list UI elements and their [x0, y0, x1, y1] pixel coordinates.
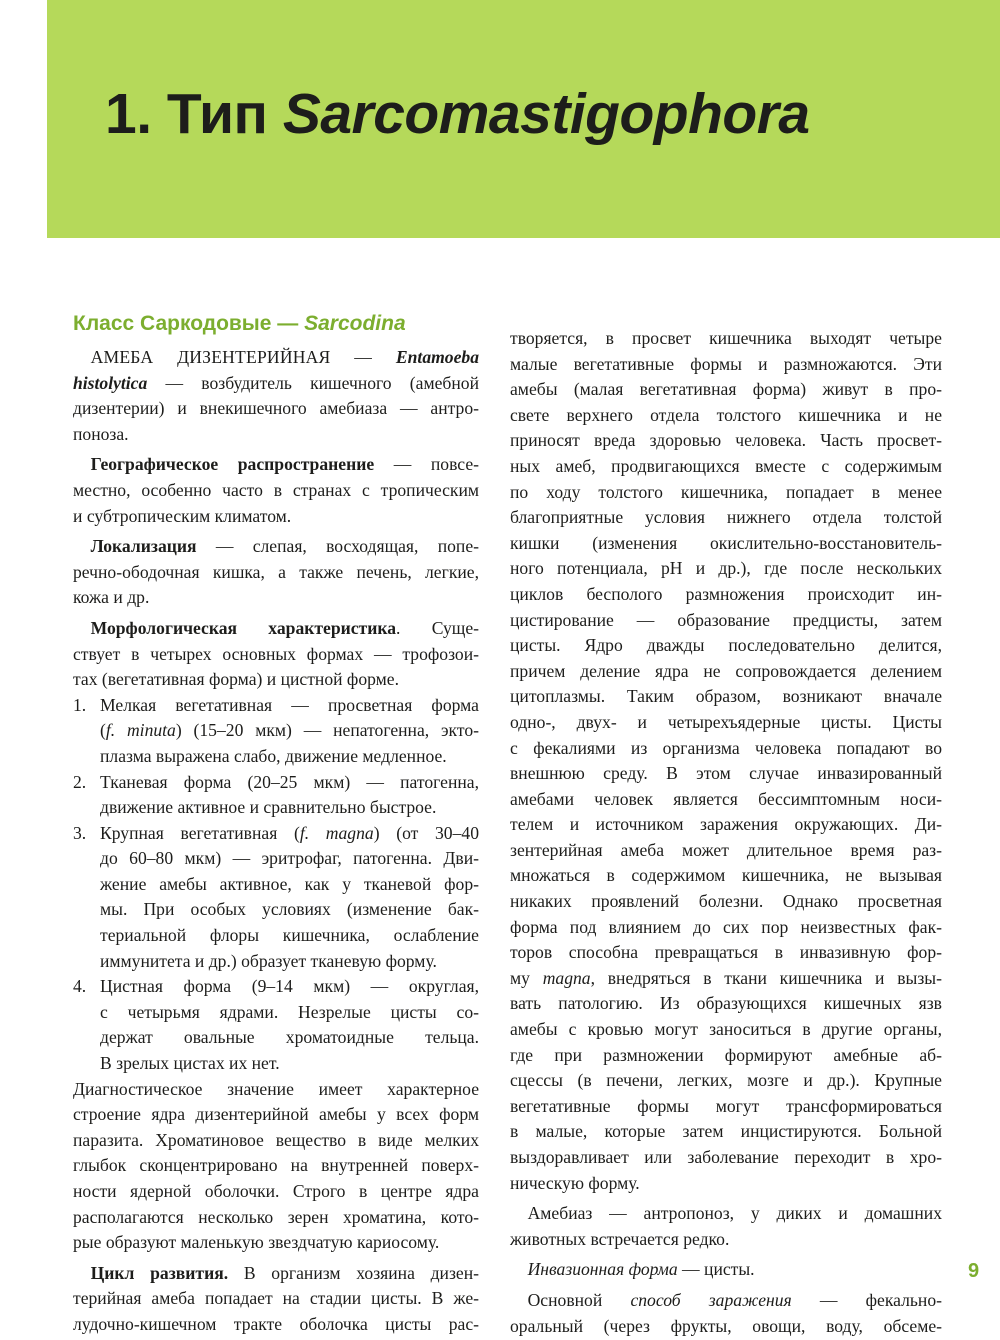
paragraph-infection-route — [510, 1288, 942, 1339]
chapter-title — [105, 78, 810, 150]
form-latin: f. magna — [299, 822, 374, 843]
section-heading — [73, 310, 479, 338]
section-heading-prefix: Класс Саркодовые — — [73, 312, 305, 335]
right-column — [510, 326, 942, 1339]
paragraph-geography — [73, 452, 479, 529]
chapter-banner — [47, 0, 1000, 238]
text-line: животных встречается редко. — [510, 1228, 730, 1249]
text-line: зентерийная амеба может длительное время раз- — [510, 839, 942, 860]
text-line: плазма выражена слабо, движение медленное. — [100, 745, 447, 766]
list-item — [73, 974, 479, 1076]
paragraph-cycle — [73, 1261, 479, 1338]
amoeba-text: — возбудитель кишечного (амебной — [147, 372, 479, 393]
infection-route-label: способ заражения — [630, 1289, 792, 1310]
paragraph-amoeba — [73, 345, 479, 447]
text-line — [510, 1201, 942, 1227]
text-line: Тканевая форма (20–25 мкм) — патогенна, — [100, 771, 479, 792]
amoeba-latin-species: histolytica — [73, 372, 148, 393]
cycle-label: Цикл развития. — [90, 1262, 229, 1283]
left-column — [73, 345, 479, 1338]
morph-label: Морфологическая характеристика — [90, 617, 397, 638]
text-line: амебами человек является бессимптомным носи- — [510, 788, 942, 809]
text-line: цисты. Ядро дважды последовательно делится, — [510, 635, 942, 656]
chapter-title-latin: Sarcomastigophora — [282, 82, 810, 146]
text-line: глыбок сконцентрировано на внутренней поверх- — [73, 1155, 479, 1176]
text-line — [73, 452, 479, 478]
paragraph-amebiasis — [510, 1201, 942, 1252]
text-line: паразита. Хроматиновое вещество в виде мелких — [73, 1129, 479, 1150]
text-line: В зрелых цистах их нет. — [100, 1053, 280, 1074]
page-number: 9 — [968, 1260, 980, 1282]
text-line — [73, 534, 479, 560]
text-line: держат овальные хроматоидные тельца. — [100, 1027, 479, 1048]
text-line: кишки (изменения окислительно-восстановитель- — [510, 532, 942, 553]
text-line: иммунитета и др.) образует тканевую форму. — [100, 950, 437, 971]
text-line: речно-ободочная кишка, а также печень, легкие, — [73, 561, 479, 582]
text-line: поноза. — [73, 423, 129, 444]
text-line: телем и источником заражения окружающих. Ди- — [510, 814, 942, 835]
amoeba-name: АМЕБА ДИЗЕНТЕРИЙНАЯ — — [90, 347, 396, 367]
text-fragment: Амебиаз — антропоноз, у диких и домашних — [527, 1203, 942, 1224]
text-line: цитоплазмы. Таким образом, возникают вначале — [510, 686, 942, 707]
text-line: цистирование — образование предцисты, затем — [510, 609, 942, 630]
text-line: ных амеб, продвигающихся вместе с содержимым — [510, 455, 942, 476]
list-number: 4. — [73, 976, 87, 997]
text-line: сцессы (в печени, легких, мозге и др.). Крупные — [510, 1070, 942, 1091]
text-line: никаких проявлений болезни. Однако просветная — [510, 891, 942, 912]
text-line: с фекалиями из организма человека попадают во — [510, 737, 942, 758]
text-line: ническую форму. — [510, 1172, 640, 1193]
paragraph-cycle-continued — [510, 326, 942, 1196]
text-fragment: , внедряться в ткани кишечника и вызы- — [590, 967, 942, 988]
loc-label: Локализация — [90, 536, 197, 557]
text-line: внешнюю среду. В этом случае инвазированный — [510, 763, 942, 784]
text-line: свете верхнего отдела толстого кишечника и не — [510, 404, 942, 425]
chapter-title-prefix: 1. Тип — [105, 82, 283, 146]
text-line — [100, 718, 479, 744]
list-number: 2. — [73, 771, 87, 792]
text-line: дизентерии) и внекишечного амебиаза — антро- — [73, 398, 479, 419]
list-number: 3. — [73, 822, 87, 843]
text-line: Диагностическое значение имеет характерное — [73, 1078, 479, 1099]
text-line: причем деление ядра не сопровождается делением — [510, 660, 942, 681]
text-line: циклов бесполого размножения происходит ин- — [510, 583, 942, 604]
text-line: до 60–80 мкм) — эритрофаг, патогенна. Дви- — [100, 848, 479, 869]
text-line: торов способна превращаться в инвазивную фор- — [510, 942, 942, 963]
text-fragment: ) (от 30–40 — [373, 822, 479, 843]
text-line: выздоравливает или заболевание переходит в хро- — [510, 1147, 942, 1167]
text-line: ности ядерной оболочки. Строго в центре ядра — [73, 1181, 479, 1201]
text-line: амебы (малая вегетативная форма) живут в про- — [510, 379, 942, 400]
text-line — [510, 966, 942, 992]
text-line: и субтропическим климатом. — [73, 505, 292, 526]
geo-label: Географическое распространение — [90, 454, 375, 475]
text-fragment: — фекально- — [791, 1289, 942, 1310]
invasive-form-label: Инвазионная форма — [527, 1259, 678, 1280]
amoeba-latin-genus: Entamoeba — [395, 347, 479, 367]
text-line: Цистная форма (9–14 мкм) — округлая, — [100, 976, 479, 997]
text-line: форма под влиянием до сих пор неизвестных фак- — [510, 916, 942, 937]
text-line: множаться в содержимом кишечника, не вызывая — [510, 865, 942, 886]
text-line: одно-, двух- и четырехъядерные цисты. Цисты — [510, 711, 942, 732]
text-line: лудочно-кишечном тракте оболочка цисты рас- — [73, 1313, 479, 1334]
text-line: оральный (через фрукты, овощи, воду, обсеме- — [510, 1315, 942, 1336]
text-line: териальной флоры кишечника, ослабление — [100, 925, 479, 946]
text-line: малые вегетативные формы и размножаются. Эти — [510, 353, 942, 374]
text-line: строение ядра дизентерийной амебы у всех форм — [73, 1104, 479, 1125]
paragraph-invasive-form — [510, 1257, 942, 1283]
text-line: с четырьмя ядрами. Незрелые цисты со- — [100, 1001, 479, 1022]
text-line: жение амебы активное, как у тканевой фор- — [100, 873, 479, 894]
list-item — [73, 770, 479, 821]
morph-text: . Суще- — [396, 617, 479, 638]
text-line — [100, 821, 479, 847]
text-line: в малые, которые затем инцистируются. Больной — [510, 1121, 942, 1142]
cycle-text: В организм хозяина дизен- — [228, 1262, 479, 1283]
text-fragment: ( — [100, 720, 106, 741]
paragraph-localization — [73, 534, 479, 611]
text-line — [73, 616, 479, 642]
text-line: благоприятные условия нижнего отдела толстой — [510, 507, 942, 528]
geo-text: — повсе- — [374, 454, 479, 475]
list-item — [73, 693, 479, 770]
list-number: 1. — [73, 694, 87, 715]
text-line: движение активное и сравнительно быстрое. — [100, 797, 437, 818]
text-line: где при размножении формируют амебные аб- — [510, 1044, 942, 1065]
text-line — [73, 345, 479, 371]
text-line: рые образуют маленькую звездчатую кариосому. — [73, 1232, 440, 1253]
text-line: ствует в четырех основных формах — трофозои- — [73, 643, 479, 664]
text-fragment: — цисты. — [677, 1259, 755, 1280]
text-line: амебы с кровью могут заноситься в другие органы, — [510, 1019, 942, 1040]
text-line: мы. При особых условиях (изменение бак- — [100, 899, 479, 920]
text-line: творяется, в просвет кишечника выходят четыре — [510, 328, 942, 348]
text-line: вать патологию. Из образующихся кишечных язв — [510, 993, 942, 1014]
form-latin: magna — [542, 967, 591, 988]
text-line: приносят вреда здоровью человека. Часть просвет- — [510, 430, 942, 451]
text-line — [510, 1257, 942, 1283]
form-latin: f. minuta — [105, 720, 176, 741]
forms-list — [73, 693, 479, 1077]
text-line: тах (вегетативная форма) и цистной форме. — [73, 669, 399, 690]
text-line: местно, особенно часто в странах с тропическим — [73, 479, 479, 500]
text-line — [73, 1261, 479, 1287]
text-line: кожа и др. — [73, 587, 150, 608]
text-line: ного потенциала, pH и др.), где после нескольких — [510, 558, 942, 579]
text-fragment: ) (15–20 мкм) — непатогенна, экто- — [175, 720, 479, 741]
text-line: располагаются несколько зерен хроматина, кото- — [73, 1206, 479, 1227]
text-line: Мелкая вегетативная — просветная форма — [100, 694, 479, 715]
text-line — [510, 1288, 942, 1314]
list-item — [73, 821, 479, 975]
text-line: по ходу толстого кишечника, попадает в менее — [510, 481, 942, 502]
paragraph-diagnostics — [73, 1077, 479, 1256]
section-heading-latin: Sarcodina — [304, 312, 406, 335]
paragraph-morphology — [73, 616, 479, 693]
text-line — [73, 371, 479, 397]
text-fragment: Основной — [527, 1289, 631, 1310]
loc-text: — слепая, восходящая, попе- — [196, 536, 479, 557]
text-fragment: му — [510, 967, 543, 988]
text-line: терийная амеба попадает на стадии цисты. В же- — [73, 1288, 479, 1309]
text-fragment: Крупная вегетативная ( — [100, 822, 300, 843]
text-line: вегетативные формы могут трансформироваться — [510, 1095, 942, 1116]
